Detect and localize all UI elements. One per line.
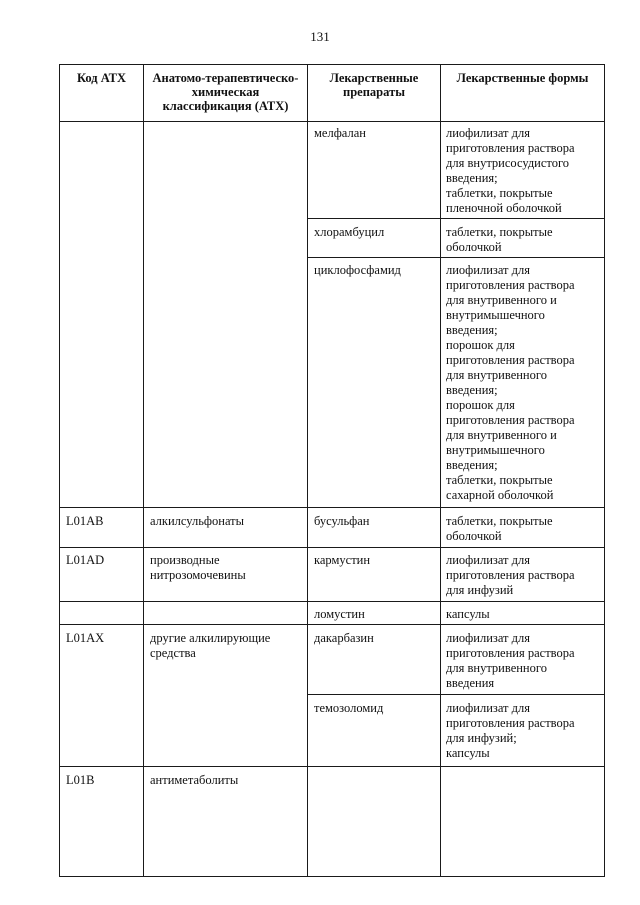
forms-cell: лиофилизат для приготовления раствора для внутривенного и внутримышечного введения; порошок для приготовления раствора для внутривенного введения; порошок для приготовления раствора для внутривенного и внутримышечного введения; таблетки, покрытые сахарной оболочкой [446,263,575,502]
forms-cell: таблетки, покрытые оболочкой [446,225,553,254]
drug-cell: хлорамбуцил [314,225,385,239]
code-cell: L01AD [66,553,105,567]
drug-cell: мелфалан [314,126,366,140]
classification-cell: производные нитрозомочевины [150,553,246,582]
row-line-lomustine [59,624,605,625]
forms-cell: капсулы [446,607,490,621]
row-line-melfalan [307,218,605,219]
classification-cell: антиметаболиты [150,773,239,787]
classification-cell: алкилсульфонаты [150,514,245,528]
drug-cell: циклофосфамид [314,263,401,277]
forms-cell: лиофилизат для приготовления раствора для инфузий; капсулы [446,701,575,760]
row-line-dacarbazine [307,694,605,695]
drug-cell: ломустин [314,607,365,621]
forms-cell: лиофилизат для приготовления раствора для инфузий [446,553,575,597]
drug-cell: темозоломид [314,701,384,715]
col-line-3 [440,64,441,877]
row-line-cyclophosphamide [59,507,605,508]
col-line-right [604,64,605,877]
col-line-left [59,64,60,877]
drug-cell: кармустин [314,553,371,567]
row-line-header [59,121,605,122]
row-line-chlorambucil [307,257,605,258]
drug-cell: дакарбазин [314,631,374,645]
header-code: Код АТХ [76,71,127,85]
code-cell: L01B [66,773,95,787]
classification-cell: другие алкилирующие средства [150,631,271,660]
forms-cell: лиофилизат для приготовления раствора для внутривенного введения [446,631,575,690]
row-line-bottom [59,876,605,877]
col-line-1 [143,64,144,877]
row-line-top [59,64,605,65]
row-line-l01ax [59,766,605,767]
page-number: 131 [310,29,330,44]
header-drugs: Лекарственные препараты [329,71,419,99]
header-classification: Анатомо-терапевтическо- химическая классификация (АТХ) [152,71,299,113]
drug-cell: бусульфан [314,514,370,528]
forms-cell: лиофилизат для приготовления раствора для внутрисосудистого введения; таблетки, покрытые пленочной оболочкой [446,126,575,215]
row-line-l01ab [59,547,605,548]
forms-cell: таблетки, покрытые оболочкой [446,514,553,543]
col-line-2 [307,64,308,877]
code-cell: L01AX [66,631,105,645]
code-cell: L01AB [66,514,104,528]
header-forms: Лекарственные формы [456,71,589,85]
row-line-l01ad [59,601,605,602]
